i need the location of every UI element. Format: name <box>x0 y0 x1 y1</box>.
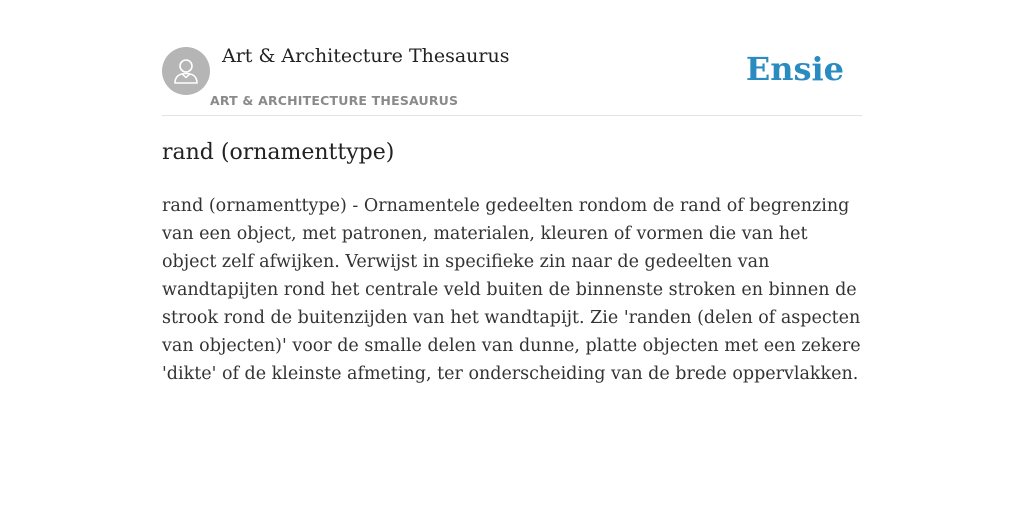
entry-title: rand (ornamenttype) <box>162 140 395 165</box>
entry-definition: rand (ornamenttype) - Ornamentele gedeelten rondom de rand of begrenzing van een object, met patronen, materialen, kleuren of vormen die van het object zelf afwijken. Verwijst in specifieke zin naar de gedeelten van wandtapijten rond het centrale veld buiten de binnenste stroken en binnen de strook rond de buitenzijden van het wandtapijt. Zie 'randen (delen of aspecten van objecten)' voor de smalle delen van dunne, platte objecten met een zekere 'dikte' of de kleinste afmeting, ter onderscheiding van de brede oppervlakken. <box>162 196 861 384</box>
user-outline-icon <box>171 56 201 86</box>
source-subtitle: ART & ARCHITECTURE THESAURUS <box>210 93 459 108</box>
brand-logo[interactable]: Ensie <box>745 50 844 88</box>
avatar <box>162 47 210 95</box>
source-title-link[interactable]: Art & Architecture Thesaurus <box>222 45 510 67</box>
entry-card <box>162 0 862 512</box>
header-divider <box>162 115 862 116</box>
